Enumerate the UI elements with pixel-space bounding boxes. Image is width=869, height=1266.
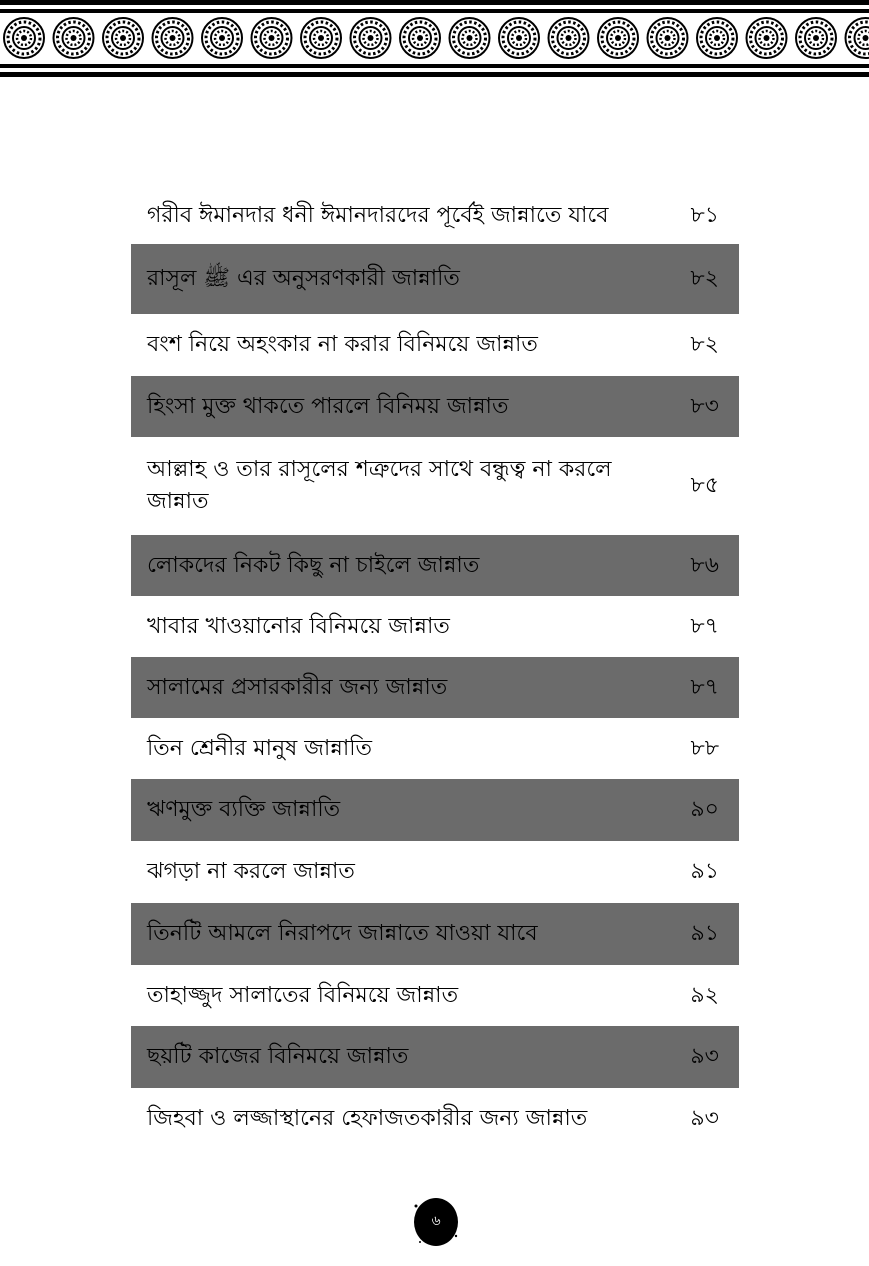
toc-entry-page: ৯৩: [690, 1106, 719, 1131]
toc-entry-title: জিহবা ও লজ্জাস্থানের হেফাজতকারীর জন্য জান্নাত: [147, 1106, 588, 1131]
table-of-contents: [131, 188, 739, 1150]
toc-entry-title: রাসূল ﷺ এর অনুসরণকারী জান্নাতি: [147, 266, 460, 291]
toc-row: [131, 437, 739, 535]
toc-entry-title: তাহাজ্জুদ সালাতের বিনিময়ে জান্নাত: [147, 982, 459, 1008]
toc-entry-title: তিনটি আমলে নিরাপদে জান্নাতে যাওয়া যাবে: [147, 921, 538, 946]
toc-entry-title: আল্লাহ ও তার রাসূলের শত্রুদের সাথে বন্ধুত্ব না করলে জান্নাত: [147, 457, 612, 514]
toc-entry-page: ৮২: [690, 332, 719, 357]
toc-entry-page: ৯৩: [690, 1044, 719, 1069]
toc-entry-title: ঝগড়া না করলে জান্নাত: [147, 859, 355, 884]
toc-entry-page: ৮১: [690, 203, 719, 228]
toc-row: [131, 657, 739, 718]
toc-entry-title: ঋণমুক্ত ব্যক্তি জান্নাতি: [147, 797, 341, 822]
toc-row: [131, 188, 739, 244]
toc-entry-title: তিন শ্রেনীর মানুষ জান্নাতি: [147, 735, 373, 761]
toc-row: [131, 1026, 739, 1088]
toc-entry-page: ৯১: [690, 921, 719, 946]
toc-entry-title: খাবার খাওয়ানোর বিনিময়ে জান্নাত: [147, 613, 450, 639]
toc-row: [131, 1088, 739, 1150]
toc-row: [131, 903, 739, 965]
toc-row: [131, 779, 739, 841]
toc-entry-page: ৮২: [690, 266, 719, 291]
toc-entry-page: ৮৮: [690, 735, 719, 761]
toc-entry-page: ৯০: [690, 797, 719, 822]
toc-row: [131, 535, 739, 596]
toc-entry-page: ৯২: [690, 982, 719, 1008]
toc-entry-page: ৮৭: [690, 613, 719, 639]
toc-row: [131, 596, 739, 657]
toc-row: [131, 718, 739, 779]
toc-entry-title: ছয়টি কাজের বিনিময়ে জান্নাত: [147, 1044, 409, 1069]
toc-row: [131, 314, 739, 376]
ornamental-top-border: [0, 0, 869, 80]
toc-row: [131, 841, 739, 903]
toc-entry-page: ৮৭: [690, 674, 719, 700]
toc-entry-page: ৮৫: [690, 473, 719, 498]
page-number: [412, 1196, 460, 1248]
toc-row: [131, 376, 739, 437]
toc-entry-title: হিংসা মুক্ত থাকতে পারলে বিনিময় জান্নাত: [147, 393, 509, 419]
toc-row: [131, 965, 739, 1026]
toc-row: [131, 244, 739, 314]
toc-entry-title: লোকদের নিকট কিছু না চাইলে জান্নাত: [147, 552, 480, 578]
toc-entry-title: বংশ নিয়ে অহংকার না করার বিনিময়ে জান্নাত: [147, 332, 538, 357]
toc-entry-page: ৮৩: [690, 393, 719, 419]
toc-entry-title: সালামের প্রসারকারীর জন্য জান্নাত: [147, 674, 448, 700]
toc-entry-title: গরীব ঈমানদার ধনী ঈমানদারদের পূর্বেই জান্নাতে যাবে: [147, 203, 609, 228]
toc-entry-page: ৯১: [690, 859, 719, 884]
page-number-text: ৬: [431, 1213, 441, 1229]
toc-entry-page: ৮৬: [690, 552, 719, 578]
